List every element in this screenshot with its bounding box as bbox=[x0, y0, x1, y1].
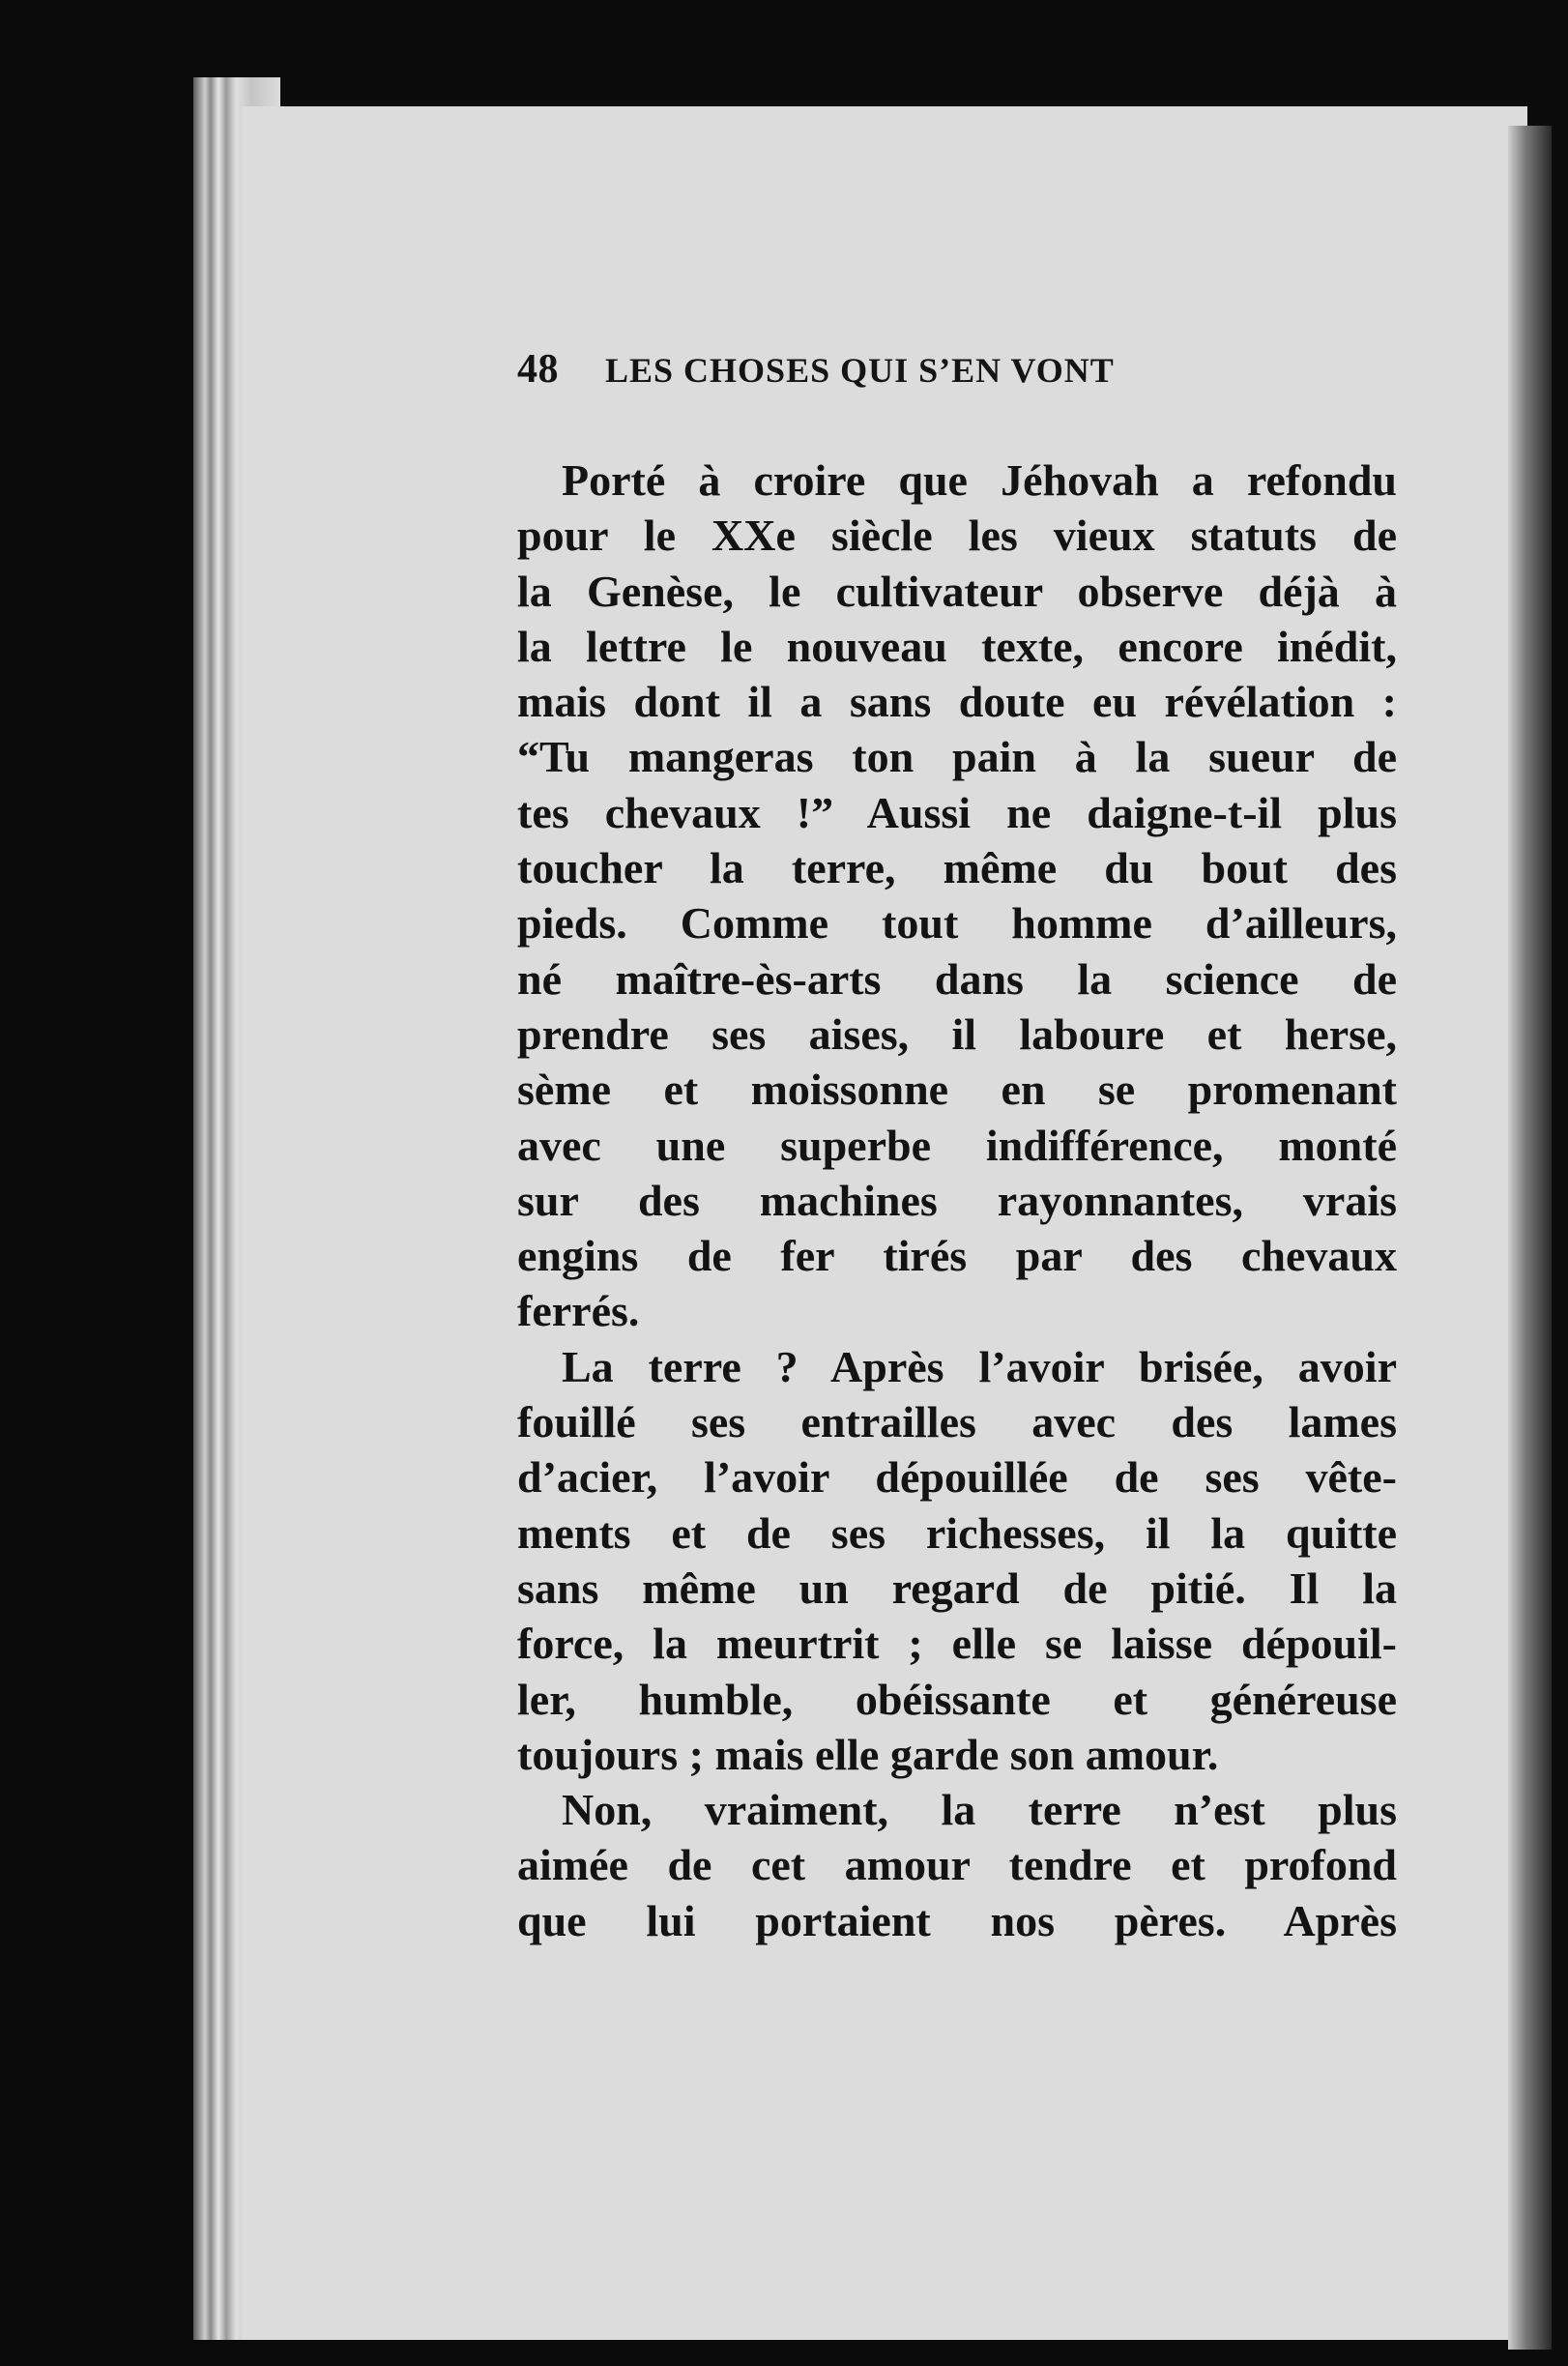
text-line: Porté à croire que Jéhovah a refondu bbox=[562, 455, 1397, 505]
text-line: que lui portaient nos pères. Après bbox=[517, 1895, 1397, 1945]
text-line: force, la meurtrit ; elle se laisse dépouil- bbox=[517, 1619, 1397, 1669]
text-line: engins de fer tirés par des chevaux bbox=[517, 1231, 1397, 1281]
text-line: sème et moissonne en se promenant bbox=[517, 1065, 1397, 1115]
text-line: toucher la terre, même du bout des bbox=[517, 843, 1397, 893]
text-line: tes chevaux !” Aussi ne daigne-t-il plus bbox=[517, 787, 1397, 837]
text-line: né maître-ès-arts dans la science de bbox=[517, 953, 1397, 1004]
text-line: mais dont il a sans doute eu révélation : bbox=[517, 677, 1397, 727]
text-line: “Tu mangeras ton pain à la sueur de bbox=[517, 732, 1397, 782]
body-text bbox=[517, 453, 1397, 1948]
text-line: aimée de cet amour tendre et profond bbox=[517, 1840, 1397, 1890]
text-line: avec une superbe indifférence, monté bbox=[517, 1120, 1397, 1170]
text-line: pour le XXe siècle les vieux statuts de bbox=[517, 511, 1397, 561]
text-line: La terre ? Après l’avoir brisée, avoir bbox=[562, 1341, 1397, 1391]
text-line: pieds. Comme tout homme d’ailleurs, bbox=[517, 898, 1397, 949]
text-line: ferrés. bbox=[517, 1286, 640, 1336]
text-line: sur des machines rayonnantes, vrais bbox=[517, 1175, 1397, 1225]
running-title: LES CHOSES QUI S’EN VONT bbox=[605, 351, 1115, 390]
text-line: sans même un regard de pitié. Il la bbox=[517, 1563, 1397, 1613]
text-line: prendre ses aises, il laboure et herse, bbox=[517, 1008, 1397, 1059]
text-line: d’acier, l’avoir dépouillée de ses vête- bbox=[517, 1452, 1397, 1503]
page-edge-shadow bbox=[1508, 126, 1552, 2350]
text-line: fouillé ses entrailles avec des lames bbox=[517, 1397, 1397, 1447]
text-line: la lettre le nouveau texte, encore inédit, bbox=[517, 621, 1397, 671]
running-head bbox=[517, 346, 1271, 404]
text-line: ments et de ses richesses, il la quitte bbox=[517, 1507, 1397, 1558]
paragraph-1 bbox=[517, 453, 1397, 1339]
page-number: 48 bbox=[517, 347, 559, 392]
text-line: toujours ; mais elle garde son amour. bbox=[517, 1729, 1219, 1779]
text-line: Non, vraiment, la terre n’est plus bbox=[562, 1785, 1397, 1835]
paragraph-2 bbox=[517, 1339, 1397, 1782]
text-line: ler, humble, obéissante et généreuse bbox=[517, 1674, 1397, 1724]
paragraph-3 bbox=[517, 1782, 1397, 1948]
text-line: la Genèse, le cultivateur observe déjà à bbox=[517, 566, 1397, 616]
